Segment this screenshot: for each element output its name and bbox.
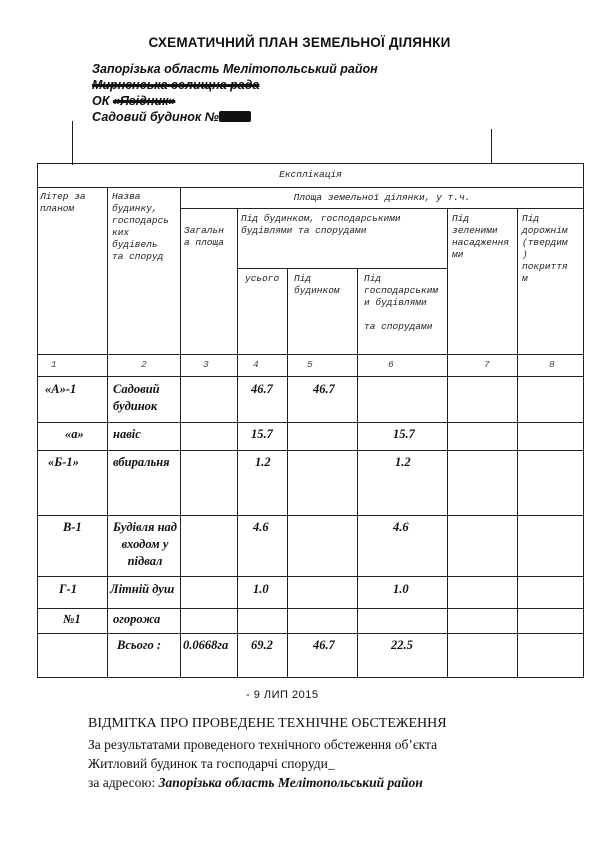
col-number: 6 — [388, 359, 394, 370]
cell-all: 46.7 — [251, 382, 273, 396]
table-border — [357, 268, 358, 678]
address-cooperative-name: «Ягідник» — [112, 94, 176, 108]
cell-name: Садовий будинок — [113, 382, 160, 413]
table-border — [237, 208, 238, 678]
total-house: 46.7 — [313, 638, 335, 652]
cell-name: вбиральня — [113, 455, 170, 469]
col-number: 1 — [51, 359, 57, 370]
header-total: Загальн а площа — [184, 225, 224, 248]
table-border — [37, 376, 584, 377]
table-border — [447, 208, 448, 678]
header-outbuildings: Під господарським и будівлями та спорудами — [364, 273, 439, 332]
col-number: 3 — [203, 359, 209, 370]
inspection-heading: ВІДМІТКА ПРО ПРОВЕДЕНЕ ТЕХНІЧНЕ ОБСТЕЖЕННЯ — [88, 716, 447, 731]
cell-liter: «Б-1» — [48, 455, 79, 469]
cell-house: 46.7 — [313, 382, 335, 396]
margin-tick — [491, 129, 492, 163]
header-road: Під дорожнім (твердим ) покриття м — [522, 213, 568, 284]
cell-liter: В-1 — [63, 520, 82, 534]
inspection-address-prefix: за адресою: — [88, 775, 159, 790]
redaction-mark — [219, 111, 251, 122]
table-border — [37, 354, 584, 355]
table-border — [107, 187, 108, 678]
cell-name: Будівля над входом у підвал — [113, 520, 177, 568]
table-border — [37, 633, 584, 634]
table-border — [287, 268, 288, 678]
table-border — [37, 163, 584, 164]
cell-name: огорожа — [113, 612, 161, 626]
table-border — [37, 187, 584, 188]
inspection-address — [88, 775, 423, 791]
col-number: 7 — [484, 359, 490, 370]
cell-liter: Г-1 — [59, 582, 77, 596]
table-border — [37, 608, 584, 609]
total-area: 0.0668га — [183, 638, 229, 652]
table-border — [180, 208, 584, 209]
inspection-object: Житловий будинок та господарчі споруди_ — [88, 756, 335, 771]
header-all: усього — [245, 273, 280, 284]
table-caption: Експлікація — [279, 169, 342, 180]
col-number: 5 — [307, 359, 313, 370]
address-house-prefix: Садовий будинок № — [92, 110, 220, 124]
address-cooperative — [92, 93, 378, 109]
header-liter: Літер за планом — [40, 191, 86, 214]
total-label: Всього : — [117, 638, 162, 652]
cell-liter: «А»-1 — [45, 382, 77, 396]
cell-all: 15.7 — [251, 427, 273, 441]
table-border — [37, 576, 584, 577]
header-name: Назва будинку, господарсь ких будівель та споруд — [112, 191, 170, 262]
margin-tick — [72, 121, 73, 165]
header-under-group: Під будинком, господарськими будівлями та спорудами — [241, 213, 401, 236]
total-all: 69.2 — [251, 638, 273, 652]
table-border — [583, 163, 584, 678]
cell-outbuild: 1.0 — [393, 582, 409, 596]
address-block — [92, 61, 378, 125]
inspection-text: За результатами проведеного технічного обстеження об’єкта — [88, 737, 438, 752]
inspection-address-value: Запорізька область Мелітопольський район — [158, 775, 423, 790]
cell-name: навіс — [113, 427, 141, 441]
address-house — [92, 109, 378, 125]
table-border — [180, 187, 181, 678]
cell-outbuild: 1.2 — [395, 455, 411, 469]
cell-outbuild: 15.7 — [393, 427, 415, 441]
cell-outbuild: 4.6 — [393, 520, 409, 534]
cell-name: Літній душ — [110, 582, 175, 596]
address-council — [92, 77, 378, 93]
explication-table — [37, 163, 584, 678]
cell-all: 4.6 — [253, 520, 269, 534]
table-border — [37, 163, 38, 678]
table-border — [517, 208, 518, 678]
document-title: СХЕМАТИЧНИЙ ПЛАН ЗЕМЕЛЬНОЇ ДІЛЯНКИ — [148, 35, 451, 50]
total-outbuild: 22.5 — [391, 638, 413, 652]
address-council-text: Мирненська селищна рада — [92, 78, 260, 92]
address-cooperative-prefix: ОК — [92, 94, 110, 108]
table-border — [37, 450, 584, 451]
header-green: Під зеленими насадження ми — [452, 213, 510, 260]
col-number: 4 — [253, 359, 259, 370]
table-border — [37, 515, 584, 516]
col-number: 8 — [549, 359, 555, 370]
date-stamp: - 9 ЛИП 2015 — [246, 689, 319, 701]
cell-liter: «а» — [65, 427, 84, 441]
table-border — [37, 422, 584, 423]
cell-all: 1.0 — [253, 582, 269, 596]
cell-all: 1.2 — [255, 455, 271, 469]
header-house: Під будинком — [294, 273, 340, 296]
address-region: Запорізька область Мелітопольський район — [92, 62, 378, 76]
header-area-group: Площа земельної ділянки, у т.ч. — [293, 192, 471, 203]
table-border — [237, 268, 447, 269]
table-border — [37, 677, 584, 678]
col-number: 2 — [141, 359, 147, 370]
cell-liter: №1 — [63, 612, 81, 626]
